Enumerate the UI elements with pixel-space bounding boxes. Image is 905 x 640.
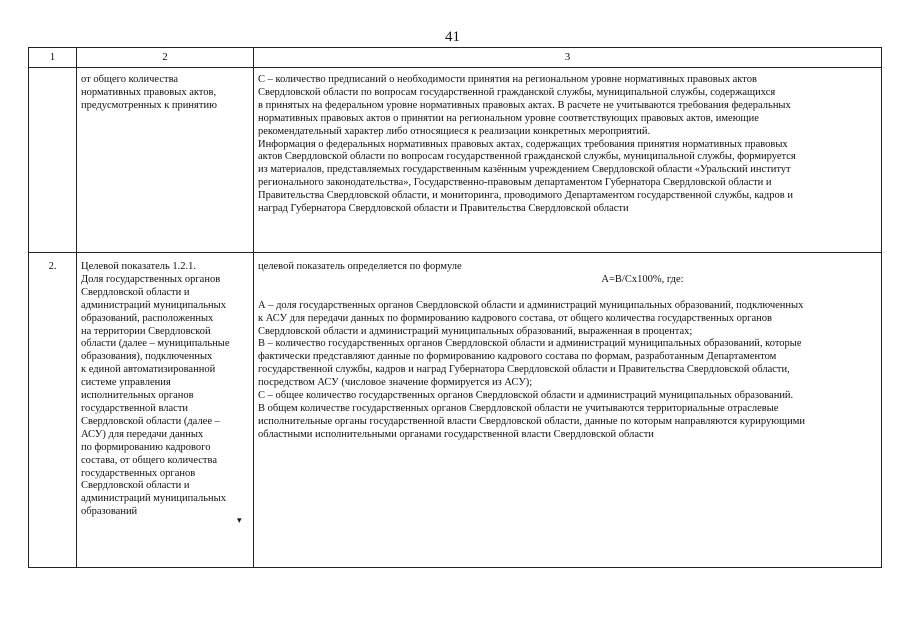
column-header-3: 3 [254, 48, 882, 68]
indicator-line: администраций муниципальных [81, 493, 226, 505]
description-line: исполнительные органы государственной власти Свердловской области, данные по которым направляются курирующими [258, 415, 806, 427]
indicator-line: предусмотренных к принятию [81, 99, 217, 111]
indicator-line: Целевой показатель 1.2.1. [81, 261, 197, 272]
description-line: наград Губернатора Свердловской области и Правительства Свердловской области [258, 203, 629, 215]
indicator-line: образований [81, 506, 138, 518]
calculation-cell [254, 253, 882, 568]
row-number-cell: 2. [29, 253, 77, 568]
description-line: С – общее количество государственных органов Свердловской области и администраций муниципальных образований. [258, 390, 794, 402]
description-line: Свердловской области по вопросам государственной гражданской службы, муниципальной службы, содержащихся [258, 86, 776, 98]
indicator-line: от общего количества [81, 74, 179, 85]
description-line: С – количество предписаний о необходимости принятия на региональном уровне нормативных правовых актов [258, 74, 757, 85]
description-line: А – доля государственных органов Свердловской области и администраций муниципальных образований, подключенных [258, 299, 804, 311]
indicator-line: Доля государственных органов [81, 273, 221, 285]
indicator-line: АСУ) для передачи данных [81, 428, 204, 440]
table-row [29, 68, 882, 253]
scan-mark: ▾ [237, 515, 242, 525]
description-line: из материалов, представляемых государственным казённым учреждением Свердловской области «Уральский институт [258, 164, 791, 176]
column-header-1: 1 [29, 48, 77, 68]
indicator-line: государственных органов [81, 467, 196, 479]
description-line: актов Свердловской области по вопросам государственной гражданской службы, муниципальной службы, формируется [258, 151, 796, 163]
indicator-line: области (далее – муниципальные [81, 338, 230, 350]
description-line: Свердловской области и администраций муниципальных образований, выраженная в процентах; [258, 325, 693, 337]
indicator-line: Свердловской области и [81, 480, 190, 492]
indicator-line: состава, от общего количества [81, 454, 217, 466]
description-line: регионального законодательства», Государственно-правовым департаментом Губернатора Свердловской области и [258, 177, 772, 189]
indicator-table [28, 47, 882, 568]
description-line: к АСУ для передачи данных по формированию кадрового состава, от общего количества государственных органов [258, 312, 772, 324]
description-line: областными исполнительными органами государственной власти Свердловской области [258, 428, 654, 440]
indicator-line: исполнительных органов [81, 390, 194, 402]
formula-intro: целевой показатель определяется по формуле [258, 261, 462, 272]
table-row [29, 253, 882, 568]
indicator-line: Свердловской области (далее – [81, 415, 220, 427]
column-header-2: 2 [77, 48, 254, 68]
description-line: Правительства Свердловской области, и мониторинга, проводимого Департаментом государственной службы, кадров и [258, 190, 793, 202]
indicator-line: по формированию кадрового [81, 441, 211, 453]
indicator-cell [77, 68, 254, 253]
description-line: государственной службы, кадров и наград Губернатора Свердловской области и Правительства Свердловской области, [258, 364, 790, 376]
indicator-line: образования), подключенных [81, 351, 213, 363]
indicator-line: Свердловской области и [81, 286, 190, 298]
description-line: в принятых на федеральном уровне нормативных правовых актах. В расчете не учитываются требования федеральных [258, 99, 791, 111]
description-line: Информация о федеральных нормативных правовых актах, содержащих требования принятия нормативных правовых [258, 138, 788, 150]
description-line: посредством АСУ (числовое значение формируется из АСУ); [258, 377, 533, 389]
indicator-line: администраций муниципальных [81, 299, 226, 311]
indicator-line: к единой автоматизированной [81, 364, 216, 376]
description-line: В – количество государственных органов Свердловской области и администраций муниципальных образований, которые [258, 338, 802, 350]
page-number: 41 [445, 29, 460, 45]
indicator-line: нормативных правовых актов, [81, 86, 217, 98]
row-number-cell [29, 68, 77, 253]
description-line: фактически представляют данные по формированию кадрового состава по формам, разработанным Департаментом [258, 351, 777, 363]
calculation-cell [254, 68, 882, 253]
description-line: нормативных правовых актов о принятии на региональном уровне соответствующих правовых актов, имеющие [258, 112, 759, 124]
description-line: рекомендательный характер либо относящиеся к реализации конкретных мероприятий. [258, 125, 651, 137]
indicator-cell [77, 253, 254, 568]
description-line: В общем количестве государственных органов Свердловской области не учитываются территориальные отраслевые [258, 402, 779, 414]
indicator-line: на территории Свердловской [81, 325, 211, 337]
blank-line [258, 287, 877, 300]
indicator-line: образований, расположенных [81, 312, 214, 324]
indicator-line: государственной власти [81, 402, 189, 414]
indicator-line: системе управления [81, 377, 171, 389]
table-header-row [29, 48, 882, 68]
formula: А=В/Сх100%, где: [601, 273, 684, 285]
